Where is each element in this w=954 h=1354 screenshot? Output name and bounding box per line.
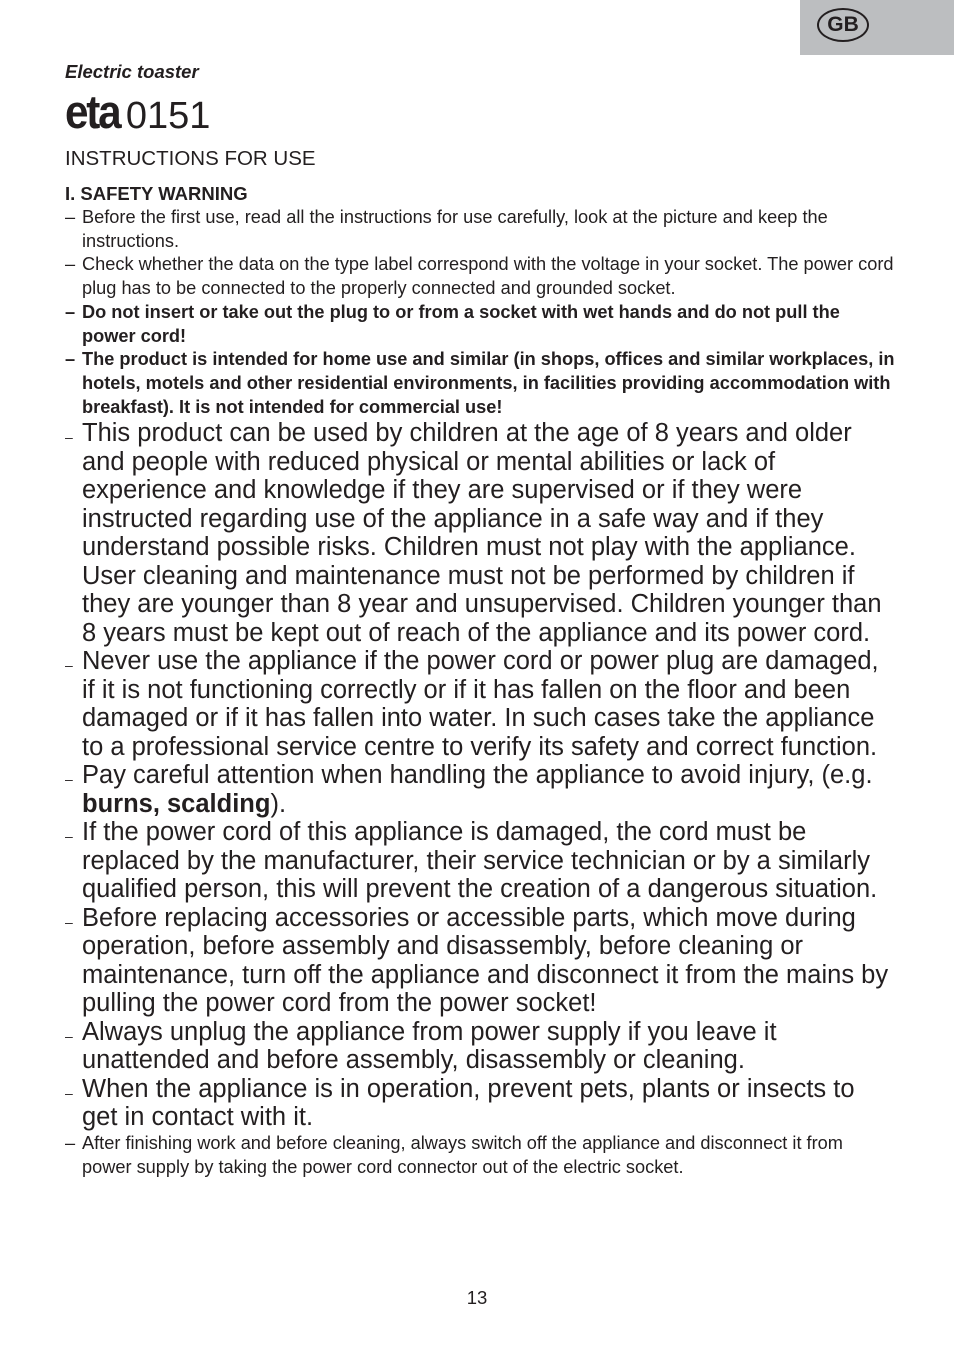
injury-text-before: Pay careful attention when handling the appliance to avoid injury, (e.g. [82, 761, 873, 790]
list-item: – If the power cord of this appliance is damaged, the cord must be replaced by the manufacturer, their service technician or by a similarly qualified person, this will prevent the creation of a dangerous situation. [65, 818, 895, 904]
list-item: – Always unplug the appliance from power supply if you leave it unattended and before assembly, disassembly or cleaning. [65, 1018, 895, 1075]
document-title: INSTRUCTIONS FOR USE [65, 147, 316, 170]
safety-warning-list [65, 206, 895, 1179]
list-item: – Do not insert or take out the plug to or from a socket with wet hands and do not pull the power cord! [65, 301, 895, 348]
list-item: – Check whether the data on the type label correspond with the voltage in your socket. The power cord plug has to be connected to the properly connected and grounded socket. [65, 253, 895, 300]
list-item: – This product can be used by children at the age of 8 years and older and people with reduced physical or mental abilities or lack of experience and knowledge if they are supervised or if they were instructed regarding use of the appliance in a safe way and if they understand possible risks. Children must not play with the appliance. User cleaning and maintenance must not be performed by children if they are younger than 8 year and unsupervised. Children younger than 8 years must be kept out of reach of the appliance and its power cord. [65, 419, 895, 647]
model-number: 0151 [125, 95, 211, 137]
product-subtitle: Electric toaster [65, 61, 199, 82]
brand-row [65, 85, 895, 138]
list-item: – The product is intended for home use and similar (in shops, offices and similar workplaces, in hotels, motels and other residential environments, in facilities providing accommodation with breakfast). It is not intended for commercial use! [65, 348, 895, 419]
list-item-injury [65, 761, 895, 818]
list-item: – Before the first use, read all the instructions for use carefully, look at the picture and keep the instructions. [65, 206, 895, 253]
section-heading: I. SAFETY WARNING [65, 183, 248, 204]
list-item: – Never use the appliance if the power cord or power plug are damaged, if it is not functioning correctly or if it has fallen on the floor and been damaged or if it has fallen into water. In such cases take the appliance to a professional service centre to verify its safety and correct function. [65, 647, 895, 761]
list-item: – Before replacing accessories or accessible parts, which move during operation, before assembly and disassembly, before cleaning or maintenance, turn off the appliance and disconnect it from the mains by pulling the power cord from the power socket! [65, 904, 895, 1018]
list-item: – After finishing work and before cleaning, always switch off the appliance and disconnect it from power supply by taking the power cord connector out of the electric socket. [65, 1132, 895, 1179]
language-badge: GB [817, 8, 869, 42]
eta-logo: eta [65, 85, 120, 138]
injury-text-bold: burns, scalding [82, 789, 271, 818]
language-tab [800, 0, 954, 55]
list-item: – When the appliance is in operation, prevent pets, plants or insects to get in contact with it. [65, 1075, 895, 1132]
page-number: 13 [466, 1287, 488, 1308]
injury-text-after: ). [270, 789, 287, 818]
page-content [65, 60, 895, 1179]
